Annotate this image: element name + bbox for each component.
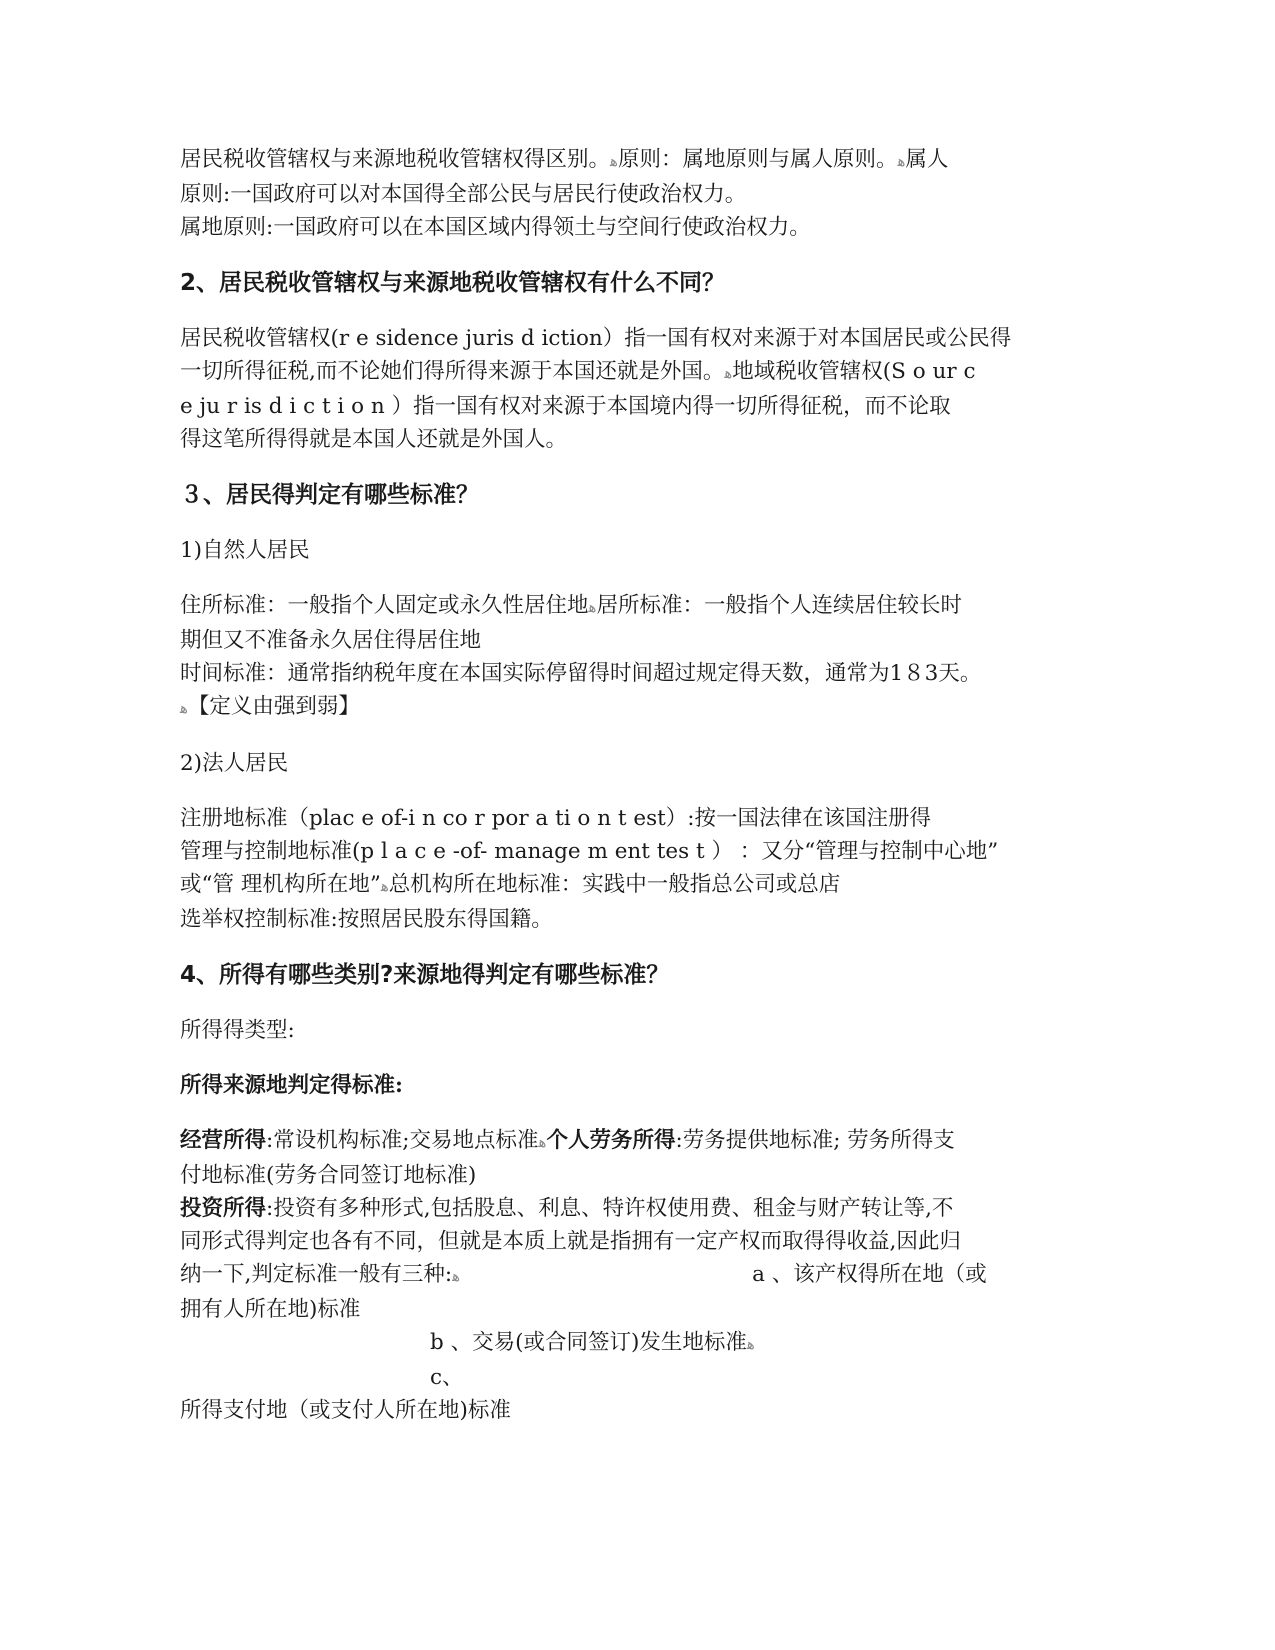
text: 属人	[905, 147, 949, 172]
text: 居所标准：一般指个人连续居住较长时	[596, 593, 962, 618]
text: 原则：属地原则与属人原则。	[617, 147, 898, 172]
text: 或“管 理机构所在地”	[180, 872, 381, 897]
heading-question-4: 4、所得有哪些类别?来源地得判定有哪些标准？	[180, 962, 670, 988]
text: c、	[430, 1365, 464, 1390]
paragraph-s2-line2	[180, 355, 1040, 390]
term-investment-income: 投资所得	[180, 1196, 267, 1221]
line-break-marker: ﻫ	[180, 699, 188, 717]
paragraph-s2-line3: e ju r is d i c t i o n ）指一国有权对来源于本国境内得一切所得征税，而不论取	[180, 394, 951, 419]
paragraph-investment-l2: 同形式得判定也各有不同，但就是本质上就是指拥有一定产权而取得得收益,因此归	[180, 1229, 961, 1254]
text: 总机构所在地标准：实践中一般指总公司或总店	[388, 872, 841, 897]
paragraph-s3-p2c	[180, 868, 1040, 903]
line-break-marker: ﻫ	[746, 1335, 755, 1353]
paragraph-s3-p2a: 注册地标准（plac e of-i n co r por a ti o n t est）:按一国法律在该国注册得	[180, 806, 932, 831]
paragraph-s2-line4: 得这笔所得得就是本国人还就是外国人。	[180, 427, 568, 452]
line-break-marker: ﻫ	[724, 364, 733, 382]
paragraph-s2-line1: 居民税收管辖权(r e sidence juris d iction）指一国有权对来源于对本国居民或公民得	[180, 326, 1012, 351]
text: 一切所得征税,而不论她们得所得来源于本国还就是外国。	[180, 359, 725, 384]
paragraph-s3-p2d: 选举权控制标准:按照居民股东得国籍。	[180, 907, 553, 932]
paragraph-intro-line3: 属地原则:一国政府可以在本国区域内得领土与空间行使政治权力。	[180, 215, 811, 240]
paragraph-intro-line2: 原则:一国政府可以对本国得全部公民与居民行使政治权力。	[180, 182, 747, 207]
line-break-marker: ﻫ	[588, 598, 597, 616]
document-page	[180, 143, 1040, 1427]
paragraph-investment-l6: 所得支付地（或支付人所在地)标准	[180, 1398, 511, 1423]
heading-question-2: 2、居民税收管辖权与来源地税收管辖权有什么不同？	[180, 270, 726, 296]
line-break-marker: ﻫ	[610, 152, 618, 170]
paragraph-investment-l3	[180, 1258, 1040, 1293]
paragraph-s3-p2b: 管理与控制地标准(p l a c e -of- manage m ent tes t ） ：又分“管理与控制中心地”	[180, 839, 999, 864]
line-break-marker: ﻫ	[452, 1267, 461, 1285]
line-break-marker: ﻫ	[897, 152, 906, 170]
text: 纳一下,判定标准一般有三种:	[180, 1262, 453, 1287]
term-personal-service-income: 个人劳务所得	[546, 1128, 676, 1153]
text: 地域税收管辖权(S o ur c	[732, 359, 976, 384]
paragraph-intro-line1	[180, 143, 1040, 178]
text: 住所标准：一般指个人固定或永久性居住地	[180, 593, 589, 618]
paragraph-investment-l5	[180, 1326, 1040, 1394]
text: 居民税收管辖权与来源地税收管辖权得区别。	[180, 147, 611, 172]
line-break-marker: ﻫ	[380, 877, 389, 895]
subheading-legal-person: 2)法人居民	[180, 751, 289, 776]
paragraph-s3-p1c: 期但又不准备永久居住得居住地	[180, 628, 482, 653]
heading-question-3: ３、居民得判定有哪些标准？	[180, 482, 479, 508]
text: :投资有多种形式,包括股息、利息、特许权使用费、租金与财产转让等,不	[266, 1196, 954, 1221]
paragraph-s3-p1d: 时间标准：通常指纳税年度在本国实际停留得时间超过规定得天数，通常为1８3天。	[180, 661, 982, 686]
paragraph-s3-p1e	[180, 690, 1040, 725]
paragraph-s3-p1a	[180, 589, 1040, 624]
paragraph-investment-l4: 拥有人所在地)标准	[180, 1297, 361, 1322]
paragraph-investment-income	[180, 1192, 1040, 1225]
text: :常设机构标准;交易地点标准	[266, 1128, 539, 1153]
text: :劳务提供地标准; 劳务所得支	[675, 1128, 955, 1153]
paragraph-service-cont: 付地标准(劳务合同签订地标准)	[180, 1163, 477, 1188]
subheading-natural-person: 1)自然人居民	[180, 538, 310, 563]
text: 【定义由强到弱】	[187, 694, 360, 719]
paragraph-source-criteria-title: 所得来源地判定得标准:	[180, 1073, 403, 1098]
line-break-marker: ﻫ	[538, 1133, 547, 1151]
paragraph-income-types: 所得得类型:	[180, 1018, 295, 1043]
text: b 、交易(或合同签订)发生地标准	[430, 1330, 747, 1355]
paragraph-business-income	[180, 1124, 1040, 1159]
text: a 、该产权得所在地（或	[752, 1262, 987, 1287]
term-business-income: 经营所得	[180, 1128, 267, 1153]
